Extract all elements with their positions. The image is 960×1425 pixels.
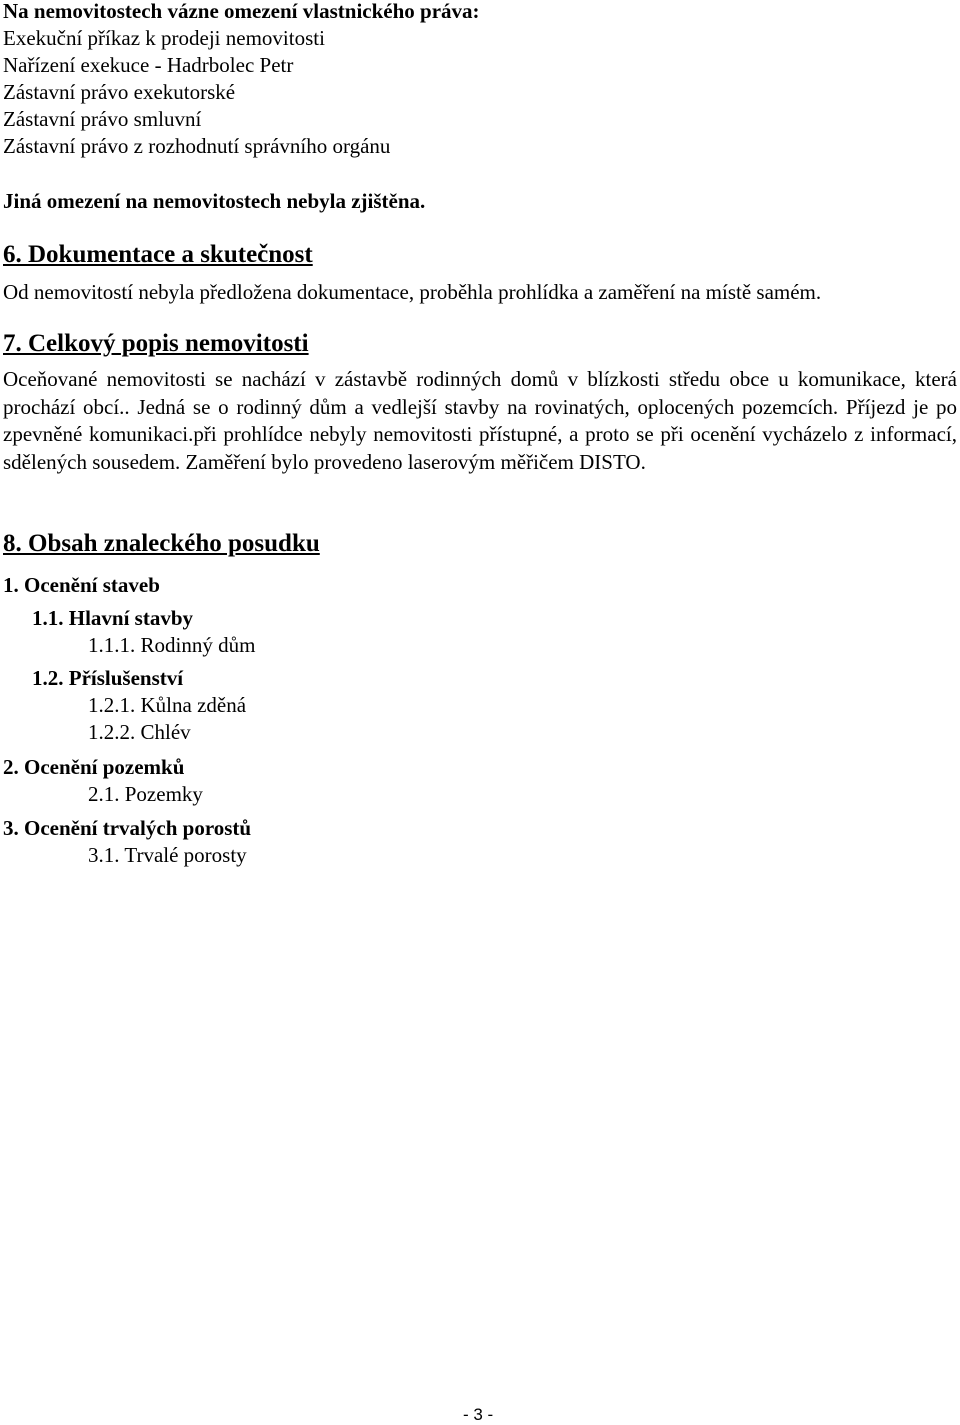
restriction-item: Exekuční příkaz k prodeji nemovitosti xyxy=(3,26,325,50)
section-6-heading: 6. Dokumentace a skutečnost xyxy=(3,241,313,268)
section-7-text: Oceňované nemovitosti se nachází v zástavbě rodinných domů v blízkosti středu obce u komunikace, která prochází obcí.. Jedná se o rodinný dům a vedlejší stavby na rovinatých, oplocených pozemcích. Příjezd je po zpevněné komunikaci.při prohlídce nebyly nemovitosti přístupné, a proto se při ocenění vycházelo z informací, sdělených sousedem. Zaměření bylo provedeno laserovým měřičem DISTO. xyxy=(3,367,957,474)
toc-item-3-1: 3.1. Trvalé porosty xyxy=(88,843,247,867)
restriction-item: Zástavní právo smluvní xyxy=(3,107,202,131)
toc-chapter-3: 3. Ocenění trvalých porostů xyxy=(3,816,252,840)
toc-item-1-1-1: 1.1.1. Rodinný dům xyxy=(88,633,256,657)
toc-chapter-1-1: 1.1. Hlavní stavby xyxy=(32,606,194,630)
toc-chapter-2: 2. Ocenění pozemků xyxy=(3,755,185,779)
toc-chapter-1-2: 1.2. Příslušenství xyxy=(32,666,184,690)
toc-item-2-1: 2.1. Pozemky xyxy=(88,782,203,806)
restriction-item: Nařízení exekuce - Hadrbolec Petr xyxy=(3,53,294,77)
restriction-item: Zástavní právo z rozhodnutí správního orgánu xyxy=(3,134,391,158)
toc-item-1-2-1: 1.2.1. Kůlna zděná xyxy=(88,693,247,717)
section-8-heading: 8. Obsah znaleckého posudku xyxy=(3,530,320,557)
restrictions-heading: Na nemovitostech vázne omezení vlastnického práva: xyxy=(3,0,480,23)
section-6-text: Od nemovitostí nebyla předložena dokumentace, proběhla prohlídka a zaměření na místě samém. xyxy=(3,280,822,304)
section-7-heading: 7. Celkový popis nemovitosti xyxy=(3,330,309,357)
other-restrictions-note: Jiná omezení na nemovitostech nebyla zjištěna. xyxy=(3,189,426,213)
toc-item-1-2-2: 1.2.2. Chlév xyxy=(88,720,191,744)
toc-chapter-1: 1. Ocenění staveb xyxy=(3,573,160,597)
page-number: - 3 - xyxy=(463,1405,494,1424)
restriction-item: Zástavní právo exekutorské xyxy=(3,80,236,104)
